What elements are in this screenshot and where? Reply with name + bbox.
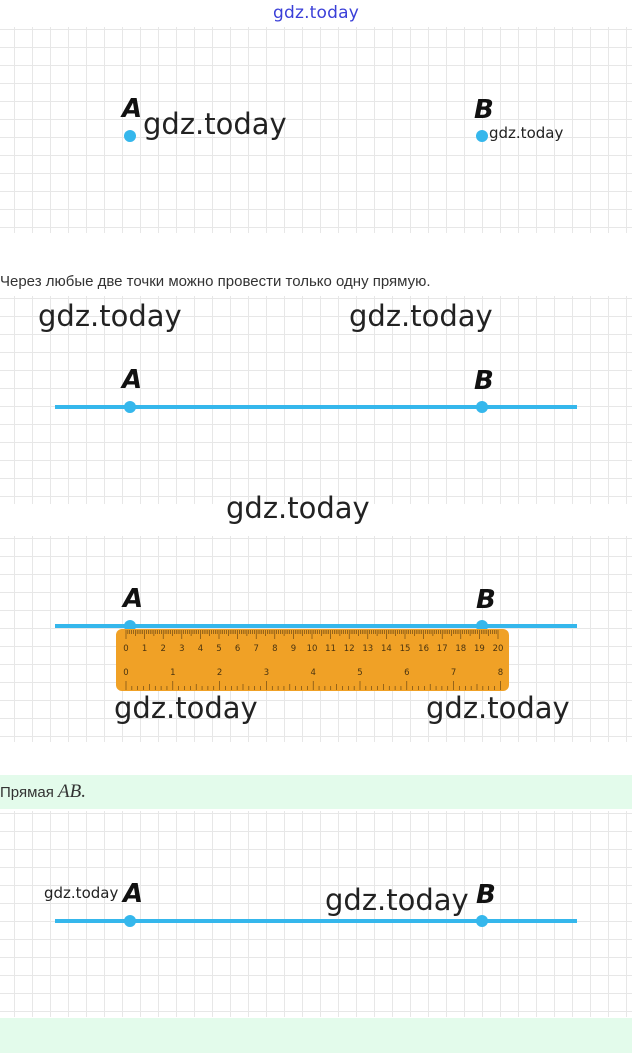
ruler-cm-label: 6	[234, 644, 241, 654]
point-a-label: A	[122, 94, 143, 124]
watermark: gdz.today	[325, 883, 469, 917]
ruler-cm-label: 15	[399, 644, 411, 654]
ruler-cm-label: 13	[362, 644, 374, 654]
figure-line-with-ruler	[0, 536, 632, 742]
ruler-inch-label: 8	[497, 668, 504, 678]
ruler-cm-label: 10	[306, 644, 318, 654]
point-a-dot	[124, 915, 136, 927]
ruler-cm-label: 0	[123, 644, 129, 654]
point-b-label: B	[474, 95, 494, 125]
ruler-inch-label: 7	[450, 668, 457, 678]
ruler-cm-label: 16	[418, 644, 430, 654]
figure-line-through-points	[0, 296, 632, 504]
ruler-inch-label: 5	[357, 668, 363, 678]
ruler-cm-ticks	[126, 630, 498, 639]
point-a-dot	[124, 130, 136, 142]
ruler-cm-label: 2	[160, 644, 166, 654]
point-a-label: A	[122, 365, 143, 395]
watermark: gdz.today	[426, 691, 570, 725]
ruler-inch-label: 1	[170, 668, 176, 678]
point-b-label: B	[476, 585, 496, 615]
ruler-cm-label: 4	[197, 644, 204, 654]
caption-line-ab	[0, 775, 632, 809]
ruler-cm-label: 8	[272, 644, 278, 654]
ruler-cm-label: 19	[473, 644, 485, 654]
ruler-cm-label: 14	[380, 644, 392, 654]
bottom-band	[0, 1018, 632, 1053]
caption-one-line-through-two-points: Через любые две точки можно провести только одну прямую.	[0, 273, 431, 290]
watermark: gdz.today	[226, 491, 370, 525]
site-logo[interactable]: gdz.today	[272, 3, 360, 23]
ruler-cm-label: 1	[141, 644, 148, 654]
ruler-inch-label: 0	[123, 668, 129, 678]
figure-two-points	[0, 27, 632, 233]
watermark: gdz.today	[349, 299, 493, 333]
ruler-cm-labels	[123, 644, 503, 654]
ruler-inch-label: 6	[404, 668, 410, 678]
ruler	[116, 629, 509, 691]
ruler-cm-label: 5	[216, 644, 222, 654]
point-b-label: B	[476, 880, 496, 910]
ruler-inch-label: 2	[216, 668, 223, 678]
ruler-body	[116, 629, 509, 691]
ruler-inch-label: 3	[263, 668, 270, 678]
ruler-cm-label: 9	[290, 644, 297, 654]
point-b-label: B	[474, 366, 494, 396]
point-b-dot	[476, 915, 488, 927]
ruler-cm-label: 20	[492, 644, 504, 654]
ruler-cm-label: 18	[455, 644, 467, 654]
caption-line-ab-math: AB.	[58, 781, 86, 802]
ruler-cm-label: 12	[343, 644, 355, 654]
watermark: gdz.today	[489, 124, 564, 142]
watermark: gdz.today	[38, 299, 182, 333]
caption-line-ab-text: Прямая	[0, 784, 59, 801]
watermark: gdz.today	[143, 107, 287, 141]
ruler-cm-label: 7	[253, 644, 259, 654]
ruler-cm-label: 11	[325, 644, 337, 654]
figure-line-ab	[0, 811, 632, 1017]
point-b-dot	[476, 130, 488, 142]
ruler-cm-label: 3	[179, 644, 185, 654]
point-a-label: A	[123, 879, 144, 909]
ruler-cm-label: 17	[436, 644, 448, 654]
point-a-label: A	[123, 584, 144, 614]
watermark: gdz.today	[44, 884, 119, 902]
figure-line-ab-drawing	[0, 811, 632, 1017]
ruler-inch-label: 4	[310, 668, 316, 678]
point-a-dot	[124, 401, 136, 413]
point-b-dot	[476, 401, 488, 413]
watermark: gdz.today	[114, 691, 258, 725]
